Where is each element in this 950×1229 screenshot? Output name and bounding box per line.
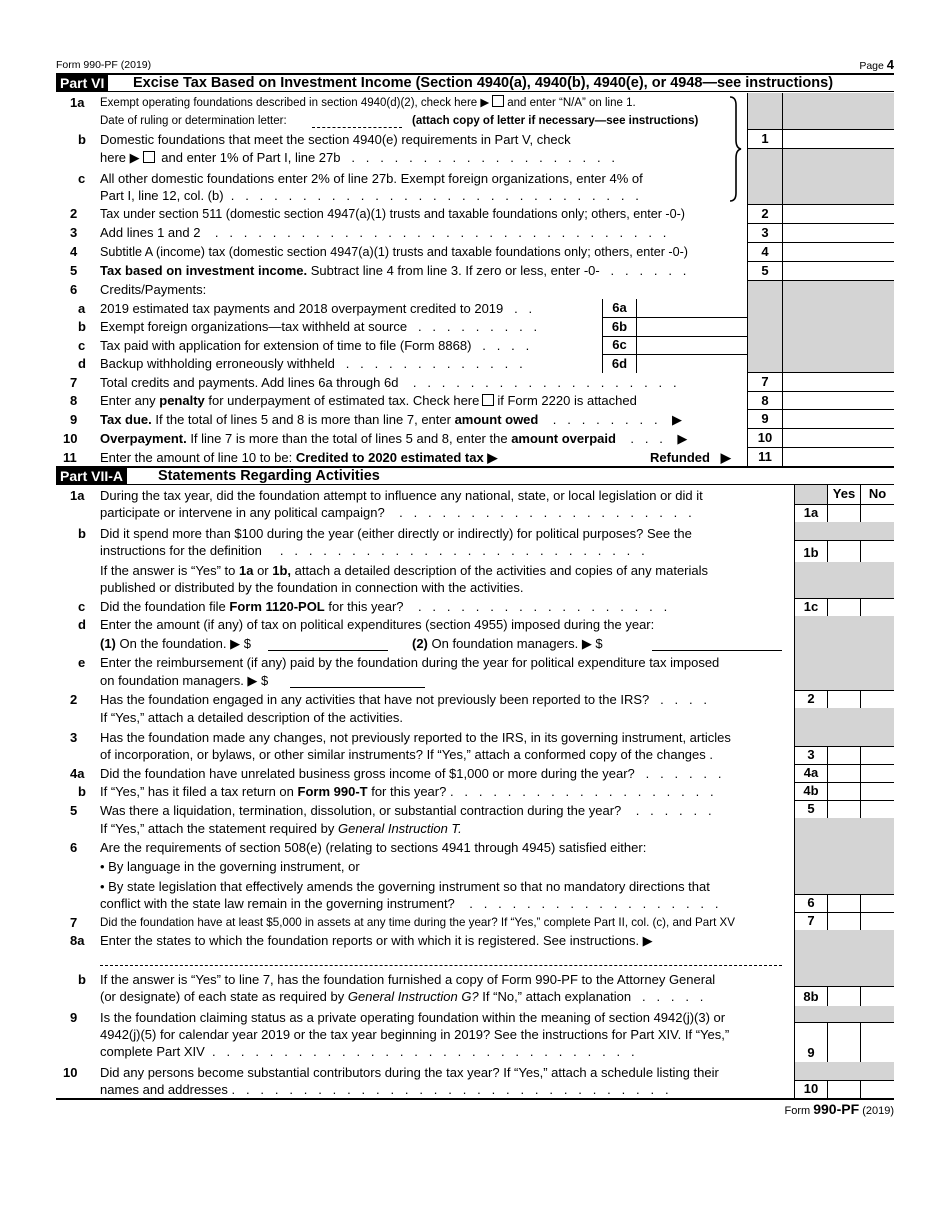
box-label: 9 (761, 411, 769, 426)
line-number: b (78, 132, 86, 147)
line-number: b (78, 972, 86, 987)
line-number: 3 (70, 225, 78, 240)
gray-cell (783, 148, 894, 204)
yes-cell[interactable] (828, 1080, 860, 1098)
box-label: 8 (761, 393, 769, 408)
box-label: 6b (611, 319, 628, 334)
q1-instruction2: published or distributed by the foundation in connection with the activities. (100, 580, 524, 595)
line-number: 3 (70, 730, 78, 745)
q1a-text2: participate or intervene in any political campaign? . . . . . . . . . . . . . . . . . . . . . (100, 505, 692, 520)
box-label: 10 (757, 430, 773, 445)
part7a-label: Part VII-A (56, 468, 127, 484)
box-label: 2 (761, 206, 769, 221)
line-number: 4a (70, 766, 85, 781)
q8a-text: Enter the states to which the foundation reports or with which it is registered. See instructions. ▶ (100, 933, 653, 948)
line-number: 7 (70, 375, 78, 390)
box-label: 11 (758, 449, 772, 464)
q1-instruction: If the answer is “Yes” to 1a or 1b, attach a detailed description of the activities and copies of any materials (100, 563, 709, 578)
line-number: 11 (63, 450, 77, 465)
line1a-text: Exempt operating foundations described in section 4940(d)(2), check here ▶ and enter “N/A” on line 1. (100, 97, 636, 109)
q4a-text: Did the foundation have unrelated business gross income of $1,000 or more during the year? . . . . . . (100, 766, 722, 781)
line-number: b (78, 526, 86, 541)
gray-cell (795, 728, 894, 746)
q9-text: Is the foundation claiming status as a private operating foundation within the meaning of section 4942(j)(3) or (100, 1010, 726, 1025)
question-box-label: 7 (807, 913, 815, 928)
question-box-label: 8b (803, 989, 819, 1004)
box-label: 4 (761, 244, 769, 259)
yes-cell[interactable] (828, 1022, 860, 1062)
q10-text: Did any persons become substantial contributors during the tax year? If “Yes,” attach a schedule listing their (100, 1065, 719, 1080)
line6d-text: Backup withholding erroneously withheld . . . . . . . . . . . . . (100, 356, 523, 371)
box-label: 6d (611, 356, 628, 371)
line7-text: Total credits and payments. Add lines 6a through 6d . . . . . . . . . . . . . . . . . . . (100, 375, 677, 390)
line-number: c (78, 338, 86, 353)
gray-cell (748, 280, 782, 372)
question-box-label: 4b (803, 783, 819, 798)
line-number: 7 (70, 915, 78, 930)
q6-bullet2: • By state legislation that effectively amends the governing instrument so that no mandatory directions that (100, 879, 710, 894)
no-cell[interactable] (861, 782, 894, 800)
no-cell[interactable] (861, 598, 894, 616)
q1d-2-label: (2) On foundation managers. ▶ $ (412, 636, 603, 651)
page-footer: Form 990-PF (2019) (784, 1101, 894, 1117)
question-box-label: 1c (803, 599, 819, 614)
q1e-text2: on foundation managers. ▶ $ (100, 673, 269, 688)
line-number: 2 (70, 206, 78, 221)
gray-cell (795, 522, 894, 540)
q3-text: Has the foundation made any changes, not previously reported to the IRS, in its governing instrument, articles (100, 730, 731, 745)
gray-cell (795, 708, 894, 728)
no-cell[interactable] (861, 800, 894, 818)
page-header (56, 55, 894, 72)
box-label: 6a (612, 300, 627, 315)
line-number: a (78, 301, 86, 316)
ruling-date-field[interactable] (312, 127, 402, 128)
yes-cell[interactable] (828, 540, 860, 562)
tax-on-foundation-field[interactable] (268, 650, 388, 651)
q6-bullet2b: conflict with the state law remain in the governing instrument? . . . . . . . . . . . . . . . . . . (100, 896, 719, 911)
line3-text: Add lines 1 and 2 . . . . . . . . . . . . . . . . . . . . . . . . . . . . . . . . (100, 225, 667, 240)
line-number: 6 (70, 840, 78, 855)
question-box-label: 3 (807, 747, 815, 762)
question-box-label: 4a (803, 765, 819, 780)
line6a-text: 2019 estimated tax payments and 2018 overpayment credited to 2019 . . (100, 301, 533, 316)
line10-amount[interactable] (783, 429, 894, 447)
gray-cell (783, 93, 894, 129)
line11-refunded: Refunded ▶ (650, 450, 731, 465)
yes-cell[interactable] (828, 764, 860, 782)
line1a-attach-note: (attach copy of letter if necessary—see instructions) (412, 115, 699, 127)
q9-text2: 4942(j)(5) for calendar year 2019 or the tax year beginning in 2019? See the instructions for Part XIV. If “Yes,” (100, 1027, 730, 1042)
line2-text: Tax under section 511 (domestic section 4947(a)(1) trusts and taxable foundations only; others, enter -0-) (100, 207, 685, 221)
line4-amount[interactable] (783, 243, 894, 261)
line-number: b (78, 784, 86, 799)
gray-cell (795, 930, 894, 986)
line-number: 9 (70, 412, 78, 427)
no-cell[interactable] (861, 764, 894, 782)
yes-cell[interactable] (828, 894, 860, 912)
q6-bullet1: • By language in the governing instrument, or (100, 859, 360, 874)
question-box-label: 2 (807, 691, 815, 706)
q5-text: Was there a liquidation, termination, dissolution, or substantial contraction during the year? . . . . . . (100, 803, 712, 818)
line-number: 9 (70, 1010, 78, 1025)
line-number: b (78, 319, 86, 334)
line11-amount[interactable] (783, 448, 894, 466)
line-number: c (78, 171, 86, 186)
question-box-label: 10 (803, 1081, 819, 1096)
question-box-label: 9 (807, 1045, 815, 1060)
line-number: 1a (70, 95, 85, 110)
q4b-text: If “Yes,” has it filed a tax return on Form 990-T for this year? . . . . . . . . . . . . . . . . . . . (100, 784, 714, 799)
yes-cell[interactable] (828, 690, 860, 708)
question-box-label: 1b (803, 545, 819, 560)
box-label: 5 (761, 263, 769, 278)
question-box-label: 6 (807, 895, 815, 910)
line4-text: Subtitle A (income) tax (domestic section 4947(a)(1) trusts and taxable foundations only; others, enter -0-) (100, 245, 689, 259)
no-cell[interactable] (861, 912, 894, 930)
line8-text: Enter any penalty for underpayment of estimated tax. Check here if Form 2220 is attached (100, 393, 637, 408)
line-number: d (78, 617, 86, 632)
line9-text: Tax due. If the total of lines 5 and 8 is more than line 7, enter amount owed . . . . . . . . ▶ (100, 412, 682, 427)
gray-cell (748, 93, 782, 129)
part6-label: Part VI (56, 75, 108, 91)
line-number: c (78, 599, 86, 614)
line1b-text2: here ▶ and enter 1% of Part I, line 27b . . . . . . . . . . . . . . . . . . . (100, 150, 615, 165)
line1b-text: Domestic foundations that meet the section 4940(e) requirements in Part V, check (100, 132, 571, 147)
part6-header (56, 73, 894, 92)
line1b-checkbox[interactable] (143, 151, 155, 163)
line-number: 5 (70, 263, 78, 278)
line9-amount[interactable] (783, 410, 894, 428)
gray-cell (795, 616, 894, 690)
q1d-1-label: (1) On the foundation. ▶ $ (100, 636, 251, 651)
yes-cell[interactable] (828, 986, 860, 1006)
no-cell[interactable] (861, 986, 894, 1006)
yes-cell[interactable] (828, 800, 860, 818)
no-cell[interactable] (861, 894, 894, 912)
question-box-label: 1a (803, 505, 819, 520)
part7a-title: Statements Regarding Activities (158, 468, 380, 484)
q3-text2: of incorporation, or bylaws, or other similar instruments? If “Yes,” attach a conformed copy of the changes . (100, 747, 713, 762)
line8-amount[interactable] (783, 392, 894, 409)
line6c-text: Tax paid with application for extension of time to file (Form 8868) . . . . (100, 338, 530, 353)
q1e-text: Enter the reimbursement (if any) paid by the foundation during the year for political expenditure tax imposed (100, 655, 720, 670)
gray-cell (795, 1062, 894, 1080)
line5-text: Tax based on investment income. Subtract line 4 from line 3. If zero or less, enter -0- . . . . . . (100, 263, 687, 278)
reimbursement-field[interactable] (290, 687, 425, 688)
yes-header: Yes (832, 486, 856, 501)
tax-on-managers-field[interactable] (652, 650, 782, 651)
line1c-text2: Part I, line 12, col. (b) . . . . . . . . . . . . . . . . . . . . . . . . . . . . . (100, 188, 639, 203)
line-number: 6 (70, 282, 78, 297)
line-number: d (78, 356, 86, 371)
gray-cell (795, 818, 894, 894)
q2-text2: If “Yes,” attach a detailed description of the activities. (100, 710, 404, 725)
line3-amount[interactable] (783, 224, 894, 242)
box-label: 7 (761, 374, 769, 389)
gray-cell (795, 1006, 894, 1022)
q1b-text: Did it spend more than $100 during the year (either directly or indirectly) for political purposes? See the (100, 526, 692, 541)
question-box-label: 5 (807, 801, 815, 816)
line-number: 10 (63, 431, 78, 446)
yes-cell[interactable] (828, 912, 860, 930)
form2220-checkbox[interactable] (482, 394, 494, 406)
box-label: 6c (612, 337, 627, 352)
gray-cell (748, 148, 782, 204)
line1a-checkbox[interactable] (492, 95, 504, 107)
line-number: 5 (70, 803, 78, 818)
yes-cell[interactable] (828, 746, 860, 764)
q1c-text: Did the foundation file Form 1120-POL for this year? . . . . . . . . . . . . . . . . . . (100, 599, 668, 614)
q2-text: Has the foundation engaged in any activities that have not previously been reported to the IRS? . . . . (100, 692, 708, 707)
gray-cell (783, 280, 894, 372)
yes-cell[interactable] (828, 782, 860, 800)
q6-text: Are the requirements of section 508(e) (relating to sections 4941 through 4945) satisfied either: (100, 840, 647, 855)
box-label: 1 (761, 131, 769, 146)
q8b-text: If the answer is “Yes” to line 7, has the foundation furnished a copy of Form 990-PF to the Attorney General (100, 972, 716, 987)
page-number: Page 4 (859, 57, 894, 72)
line5-amount[interactable] (783, 262, 894, 280)
part6-title: Excise Tax Based on Investment Income (Section 4940(a), 4940(b), 4940(e), or 4948—see instructions) (133, 75, 834, 91)
brace-icon (728, 95, 742, 203)
gray-cell (795, 485, 827, 504)
form-id: Form 990-PF (2019) (56, 59, 152, 71)
q5-text2: If “Yes,” attach the statement required by General Instruction T. (100, 821, 462, 836)
q10-text2: names and addresses . . . . . . . . . . . . . . . . . . . . . . . . . . . . . . . (100, 1082, 669, 1097)
yes-cell[interactable] (828, 598, 860, 616)
line2-amount[interactable] (783, 205, 894, 223)
no-cell[interactable] (861, 1080, 894, 1098)
line-number: 1a (70, 488, 85, 503)
q8b-text2: (or designate) of each state as required by General Instruction G? If “No,” attach explanation . . . . . (100, 989, 704, 1004)
q1d-text: Enter the amount (if any) of tax on political expenditures (section 4955) imposed during the year: (100, 617, 655, 632)
line-number: e (78, 655, 86, 670)
q7-text: Did the foundation have at least $5,000 in assets at any time during the year? If “Yes,” complete Part II, col. (c), and Part XV (100, 916, 735, 929)
states-field[interactable] (100, 965, 782, 966)
line6-text: Credits/Payments: (100, 282, 207, 297)
q1a-text: During the tax year, did the foundation attempt to influence any national, state, or local legislation or did it (100, 488, 703, 503)
no-header: No (868, 486, 887, 501)
line-number: 8 (70, 393, 78, 408)
box-label: 3 (761, 225, 769, 240)
line1a-date-label: Date of ruling or determination letter: (100, 115, 287, 127)
line11-text: Enter the amount of line 10 to be: Credited to 2020 estimated tax ▶ (100, 450, 498, 465)
line6b-text: Exempt foreign organizations—tax withheld at source . . . . . . . . . (100, 319, 538, 334)
no-cell[interactable] (861, 504, 894, 522)
no-cell[interactable] (861, 1022, 894, 1062)
no-cell[interactable] (861, 746, 894, 764)
line-number: 4 (70, 244, 78, 259)
gray-cell (795, 562, 894, 598)
line1-amount[interactable] (783, 130, 894, 148)
line10-text: Overpayment. If line 7 is more than the total of lines 5 and 8, enter the amount overpaid . . . ▶ (100, 431, 688, 446)
q1b-text2: instructions for the definition . . . . . . . . . . . . . . . . . . . . . . . . . . (100, 543, 645, 558)
no-cell[interactable] (861, 540, 894, 562)
q9-text3: complete Part XIV . . . . . . . . . . . . . . . . . . . . . . . . . . . . . . (100, 1044, 635, 1059)
line1c-text: All other domestic foundations enter 2% of line 27b. Exempt foreign organizations, enter 4% of (100, 171, 643, 186)
part7a-header (56, 466, 894, 485)
yes-cell[interactable] (828, 504, 860, 522)
line-number: 10 (63, 1065, 78, 1080)
line-number: 8a (70, 933, 85, 948)
no-cell[interactable] (861, 690, 894, 708)
line-number: 2 (70, 692, 78, 707)
line7-amount[interactable] (783, 373, 894, 391)
